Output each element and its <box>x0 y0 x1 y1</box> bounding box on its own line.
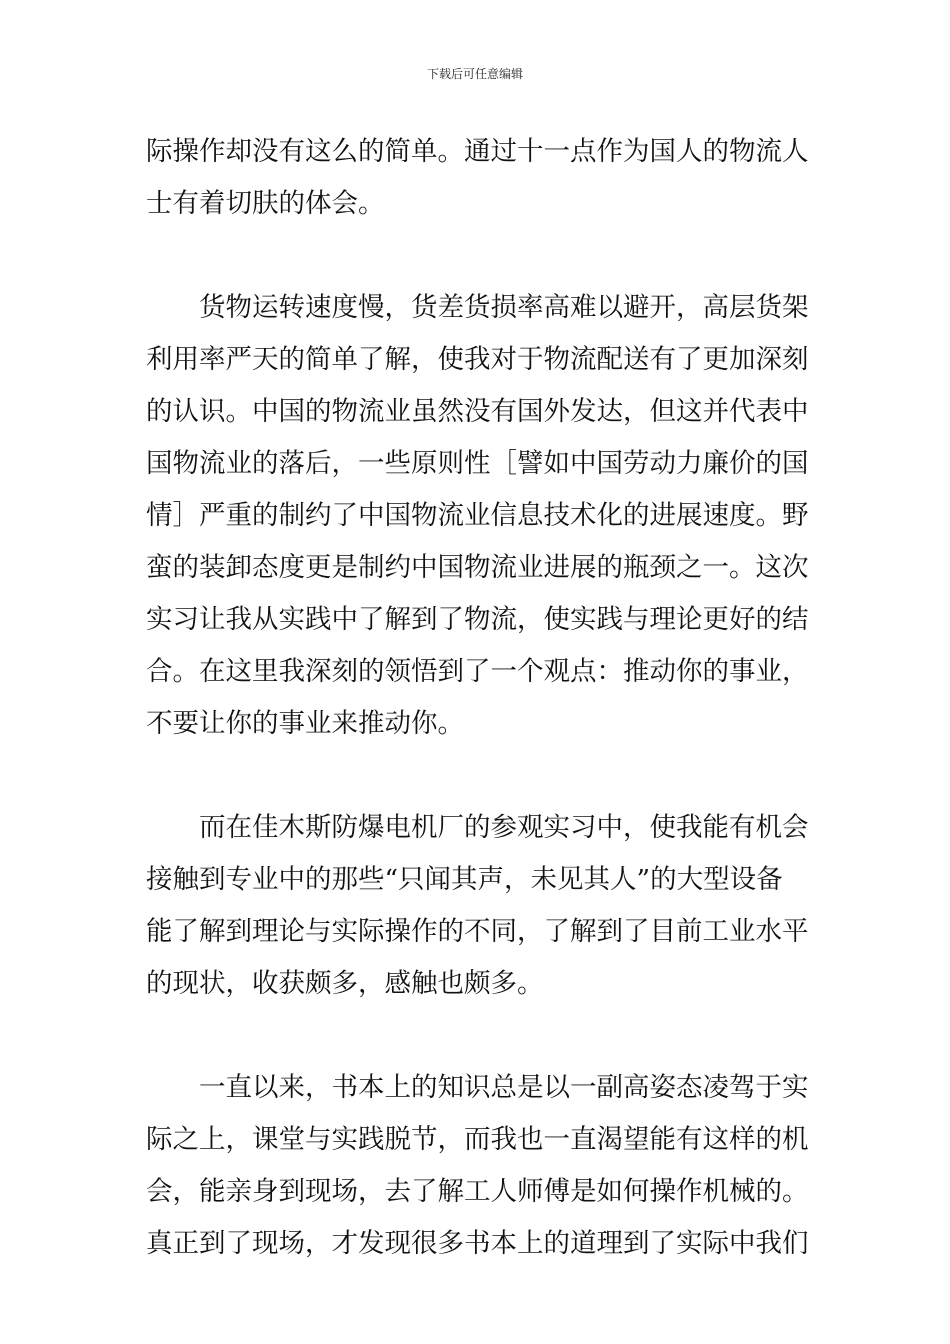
paragraph <box>146 1062 808 1270</box>
text-line: 而在佳木斯防爆电机厂的参观实习中，使我能有机会 <box>146 812 809 843</box>
text-line: 际之上，课堂与实践脱节，而我也一直渴望能有这样的机 <box>146 1124 809 1155</box>
text-line: 实习让我从实践中了解到了物流，使实践与理论更好的结 <box>146 604 809 635</box>
text-line: 士有着切肤的体会。 <box>146 188 385 219</box>
paragraph <box>146 282 808 750</box>
paragraph-spacer <box>146 750 808 802</box>
text-line: 真正到了现场，才发现很多书本上的道理到了实际中我们 <box>146 1228 809 1259</box>
text-line: 的认识。中国的物流业虽然没有国外发达，但这并代表中 <box>146 396 809 427</box>
document-body <box>146 126 808 1270</box>
text-line: 不要让你的事业来推动你。 <box>146 708 464 739</box>
text-line: 蛮的装卸态度更是制约中国物流业进展的瓶颈之一。这次 <box>146 552 809 583</box>
paragraph <box>146 802 808 1010</box>
text-line: 会，能亲身到现场，去了解工人师傅是如何操作机械的。 <box>146 1176 809 1207</box>
text-line: 合。在这里我深刻的领悟到了一个观点：推动你的事业， <box>146 656 809 687</box>
text-line: 利用率严天的简单了解，使我对于物流配送有了更加深刻 <box>146 344 809 375</box>
text-line: 货物运转速度慢，货差货损率高难以避开，高层货架 <box>146 292 809 323</box>
paragraph <box>146 126 808 230</box>
text-line: 的现状，收获颇多，感触也颇多。 <box>146 968 544 999</box>
text-line: 际操作却没有这么的简单。通过十一点作为国人的物流人 <box>146 136 809 167</box>
text-line: 一直以来，书本上的知识总是以一副高姿态凌驾于实 <box>146 1072 809 1103</box>
text-line: 情］严重的制约了中国物流业信息技术化的进展速度。野 <box>146 500 809 531</box>
text-line: 能了解到理论与实际操作的不同，了解到了目前工业水平 <box>146 916 809 947</box>
paragraph-spacer <box>146 1010 808 1062</box>
text-line: 国物流业的落后，一些原则性［譬如中国劳动力廉价的国 <box>146 448 809 479</box>
paragraph-spacer <box>146 230 808 282</box>
text-line: 接触到专业中的那些“只闻其声，未见其人”的大型设备 <box>146 864 783 895</box>
page-header-note: 下载后可任意编辑 <box>426 67 523 81</box>
